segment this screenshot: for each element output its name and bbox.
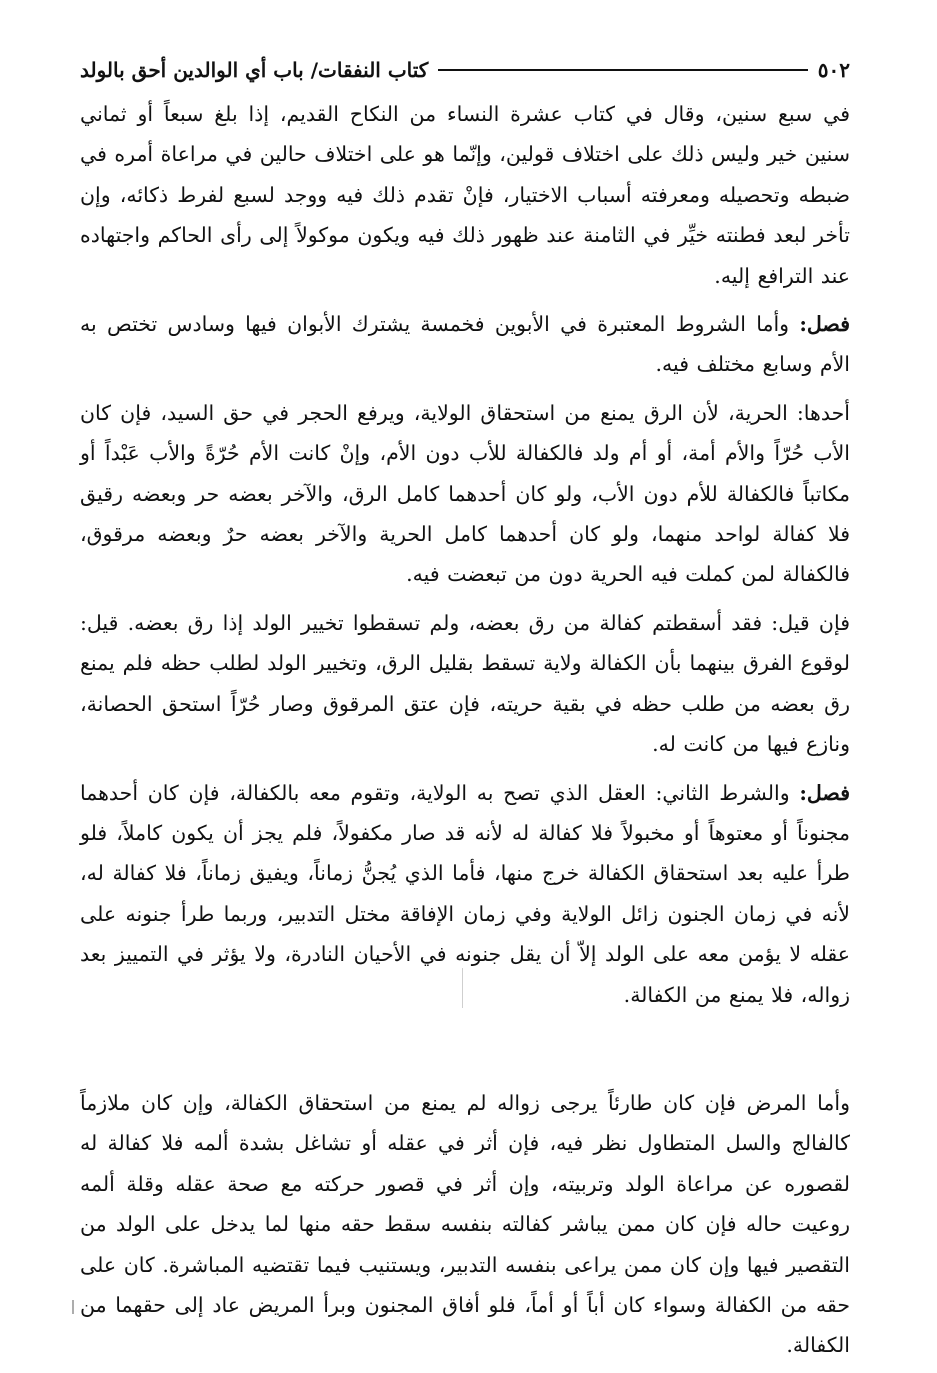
page-header xyxy=(80,52,850,88)
running-title: كتاب النفقات/ باب أي الوالدين أحق بالولد xyxy=(80,58,429,82)
section-label: فصل: xyxy=(799,780,850,805)
page-number: ٥٠٢ xyxy=(817,58,850,82)
scan-fold-mark xyxy=(462,968,463,1008)
paragraph-2-text: وأما الشروط المعتبرة في الأبوين فخمسة يشترك الأبوان فيها وسادس تختص به الأم وسابع مختلف فيه. xyxy=(80,312,850,377)
paragraph-2 xyxy=(80,304,850,385)
paragraph-3: أحدها: الحرية، لأن الرق يمنع من استحقاق الولاية، ويرفع الحجر في حق السيد، فإن كان الأب حُرّاً والأم أمة، أو أم ولد فالكفالة للأب دون الأم، وإنْ كانت الأم حُرّةً والأب عَبْداً أو مكاتباً فالكفالة للأم دون الأب، ولو كان أحدهما كامل الرق، والآخر بعضه حر وبعضه رقيق فلا كفالة لواحد منهما، ولو كان أحدهما كامل الحرية والآخر بعضه حرٌ وبعضه مرقوق، فالكفالة لمن كملت فيه الحرية دون من تبعضت فيه. xyxy=(80,400,850,587)
paragraph-1: في سبع سنين، وقال في كتاب عشرة النساء من النكاح القديم، إذا بلغ سبعاً أو ثماني سنين خير وليس ذلك على اختلاف قولين، وإنّما هو على اختلاف حالين في مراعاة أمره في ضبطه وتحصيله ومعرفته أسباب الاختيار، فإنْ تقدم ذلك فيه ووجد لسبع لفرط ذكائه، وإن تأخر لبعد فطنته خيِّر في الثامنة عند ظهور ذلك فيه ويكون موكولاً إلى رأى الحاكم واجتهاده عند الترافع إليه. xyxy=(80,102,850,288)
paragraph-6: وأما المرض فإن كان طارئاً يرجى زواله لم يمنع من استحقاق الكفالة، وإن كان ملازماً كالفالج والسل المتطاول نظر فيه، فإن أثر في عقله أو تشاغل بشدة ألمه فلا كفالة له لقصوره عن مراعاة الولد وتربيته، وإن أثر في قصور حركته مع صحة عقله وقلة ألمه روعيت حاله فإن كان ممن يباشر كفالته بنفسه سقط حقه منها لما يدخل على الولد من التقصير فيها وإن كان ممن يراعى بنفسه التدبير، ويستنيب فيما تقتضيه المباشرة. كان على حقه من الكفالة وسواء كان أباً أو أماً، فلو أفاق المجنون وبرأ المريض عاد إلى حقهما من الكفالة. xyxy=(80,1090,850,1358)
section-label: فصل: xyxy=(799,312,850,337)
paragraph-4: فإن قيل: فقد أسقطتم كفالة من رق بعضه، ولم تسقطوا تخيير الولد إذا رق بعضه. قيل: لوقوع الفرق بينهما بأن الكفالة ولاية تسقط بقليل الرق، وتخيير الولد لطلب حظه فلم يمنع رق بعضه من طلب حظه في بقية حريته، فإن عتق المرقوق وصار حُرّاً استحق الحصانة، ونازع فيها من كانت له. xyxy=(80,610,850,757)
scan-stray-mark xyxy=(72,1300,74,1314)
paragraph-5 xyxy=(80,773,850,1015)
header-rule xyxy=(438,69,807,71)
paragraph-5-text: والشرط الثاني: العقل الذي تصح به الولاية، وتقوم معه بالكفالة، فإن كان أحدهما مجنوناً أو معتوهاً أو مخبولاً فلا كفالة له لأنه قد صار مكفولاً، فلم يجز أن يكون كاملاً، فلو طرأ عليه بعد استحقاق الكفالة خرج منها، فأما الذي يُجنُّ زماناً، ويفيق زماناً، فلا كفالة له، لأنه في زمان الجنون زائل الولاية وفي زمان الإفاقة مختل التدبير، وربما طرأ جنونه على عقله لا يؤمن معه على الولد إلاّ أن يقل جنونه في الأحيان النادرة، ولا يؤثر في التمييز بعد زواله، فلا يمنع من الكفالة. xyxy=(80,780,850,1007)
page-body xyxy=(80,94,850,1366)
